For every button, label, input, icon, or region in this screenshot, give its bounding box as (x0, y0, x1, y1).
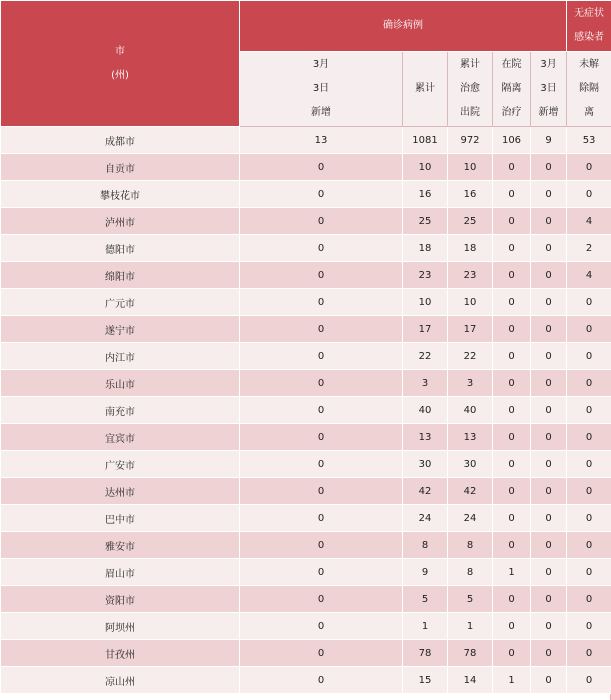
city-cell: 攀枝花市 (1, 181, 240, 208)
header-line: 离 (584, 107, 595, 118)
total-confirmed-cell: 17 (403, 316, 448, 343)
total-confirmed-cell: 22 (403, 343, 448, 370)
table-row (1, 127, 611, 154)
asymptomatic-group-header (567, 1, 611, 52)
header-line: 治愈 (460, 83, 480, 94)
asymptomatic-isolated-cell: 0 (567, 559, 611, 586)
city-cell: 阿坝州 (1, 613, 240, 640)
asymptomatic-new-cell: 0 (531, 424, 567, 451)
total-confirmed-cell: 25 (403, 208, 448, 235)
asymptomatic-new-cell: 0 (531, 451, 567, 478)
table-row (1, 397, 611, 424)
cured-cell: 16 (448, 181, 493, 208)
table-row (1, 424, 611, 451)
new-confirmed-cell: 0 (240, 289, 403, 316)
new-confirmed-cell: 0 (240, 478, 403, 505)
cured-cell: 17 (448, 316, 493, 343)
asymptomatic-isolated-cell: 0 (567, 424, 611, 451)
table-row (1, 586, 611, 613)
table-row (1, 316, 611, 343)
city-header (1, 1, 240, 127)
cured-cell: 8 (448, 559, 493, 586)
in-hospital-cell: 0 (493, 640, 531, 667)
table-row (1, 505, 611, 532)
table-body (1, 127, 611, 694)
cured-cell: 1 (448, 613, 493, 640)
in-hospital-cell: 1 (493, 559, 531, 586)
in-hospital-cell: 0 (493, 451, 531, 478)
asymptomatic-new-cell: 0 (531, 343, 567, 370)
asymptomatic-isolated-cell: 0 (567, 181, 611, 208)
asymptomatic-isolated-cell: 0 (567, 397, 611, 424)
table-row (1, 451, 611, 478)
in-hospital-cell: 0 (493, 181, 531, 208)
city-cell: 眉山市 (1, 559, 240, 586)
new-confirmed-cell: 0 (240, 181, 403, 208)
header-line: 隔离 (501, 83, 522, 94)
city-cell: 绵阳市 (1, 262, 240, 289)
total-confirmed-cell: 8 (403, 532, 448, 559)
new-confirmed-cell: 0 (240, 316, 403, 343)
city-cell: 宜宾市 (1, 424, 240, 451)
cured-cell: 18 (448, 235, 493, 262)
total-confirmed-cell: 30 (403, 451, 448, 478)
city-cell: 自贡市 (1, 154, 240, 181)
city-cell: 甘孜州 (1, 640, 240, 667)
header-line: 新增 (538, 107, 559, 118)
new-confirmed-cell: 0 (240, 424, 403, 451)
total-confirmed-header (403, 52, 448, 127)
asymptomatic-isolated-cell: 0 (567, 667, 611, 694)
in-hospital-cell: 0 (493, 397, 531, 424)
new-confirmed-cell: 0 (240, 505, 403, 532)
asymptomatic-isolated-cell: 4 (567, 208, 611, 235)
asymptomatic-isolated-cell: 0 (567, 316, 611, 343)
total-confirmed-cell: 18 (403, 235, 448, 262)
in-hospital-cell: 1 (493, 667, 531, 694)
header-line: 未解 (579, 59, 600, 70)
cured-cell: 14 (448, 667, 493, 694)
city-cell: 乐山市 (1, 370, 240, 397)
in-hospital-cell: 106 (493, 127, 531, 154)
in-hospital-cell: 0 (493, 424, 531, 451)
asymptomatic-new-cell: 0 (531, 478, 567, 505)
header-line: 累计 (460, 59, 480, 70)
total-confirmed-cell: 15 (403, 667, 448, 694)
total-confirmed-cell: 13 (403, 424, 448, 451)
cured-cell: 13 (448, 424, 493, 451)
cured-cell: 78 (448, 640, 493, 667)
new-confirmed-cell: 0 (240, 586, 403, 613)
asymptomatic-isolated-cell: 0 (567, 532, 611, 559)
asymptomatic-new-cell: 0 (531, 586, 567, 613)
city-cell: 泸州市 (1, 208, 240, 235)
total-confirmed-cell: 42 (403, 478, 448, 505)
in-hospital-cell: 0 (493, 370, 531, 397)
asymptomatic-new-cell: 0 (531, 667, 567, 694)
asymptomatic-new-cell: 0 (531, 505, 567, 532)
in-hospital-cell: 0 (493, 343, 531, 370)
cured-cell: 5 (448, 586, 493, 613)
asymptomatic-isolated-cell: 0 (567, 640, 611, 667)
header-line: 3月 (312, 59, 330, 70)
asymptomatic-isolated-cell: 0 (567, 478, 611, 505)
header-line: 除隔 (579, 83, 600, 94)
new-confirmed-cell: 0 (240, 343, 403, 370)
city-cell: 雅安市 (1, 532, 240, 559)
total-confirmed-cell: 23 (403, 262, 448, 289)
asymptomatic-new-cell: 0 (531, 262, 567, 289)
in-hospital-cell: 0 (493, 289, 531, 316)
total-confirmed-cell: 1 (403, 613, 448, 640)
total-confirmed-cell: 40 (403, 397, 448, 424)
table-row (1, 640, 611, 667)
city-cell: 成都市 (1, 127, 240, 154)
cured-cell: 23 (448, 262, 493, 289)
new-confirmed-cell: 0 (240, 667, 403, 694)
city-cell: 内江市 (1, 343, 240, 370)
asymptomatic-new-cell: 0 (531, 370, 567, 397)
new-confirmed-cell: 0 (240, 613, 403, 640)
cured-cell: 24 (448, 505, 493, 532)
new-confirmed-cell: 0 (240, 451, 403, 478)
asymptomatic-isolated-cell: 2 (567, 235, 611, 262)
in-hospital-cell: 0 (493, 235, 531, 262)
new-confirmed-cell: 0 (240, 559, 403, 586)
header-line: 3日 (312, 83, 330, 94)
in-hospital-cell: 0 (493, 613, 531, 640)
in-hospital-cell: 0 (493, 478, 531, 505)
total-confirmed-cell: 78 (403, 640, 448, 667)
table-row (1, 559, 611, 586)
new-confirmed-cell: 0 (240, 370, 403, 397)
table-row (1, 262, 611, 289)
new-confirmed-header (240, 52, 403, 127)
asymptomatic-isolated-cell: 0 (567, 505, 611, 532)
new-confirmed-cell: 0 (240, 397, 403, 424)
asymptomatic-header-line: 无症状 (574, 8, 605, 19)
table-row (1, 154, 611, 181)
asymptomatic-isolated-cell: 0 (567, 154, 611, 181)
asymptomatic-isolated-cell: 0 (567, 343, 611, 370)
city-header-line: 市 (115, 45, 125, 57)
asymptomatic-new-cell: 9 (531, 127, 567, 154)
city-cell: 德阳市 (1, 235, 240, 262)
asymptomatic-new-cell: 0 (531, 316, 567, 343)
new-confirmed-cell: 13 (240, 127, 403, 154)
new-confirmed-cell: 0 (240, 640, 403, 667)
asymptomatic-isolated-cell: 53 (567, 127, 611, 154)
table-row (1, 667, 611, 694)
total-confirmed-cell: 10 (403, 154, 448, 181)
table-row (1, 289, 611, 316)
city-header-line: (州) (111, 69, 129, 81)
city-cell: 广元市 (1, 289, 240, 316)
table-row (1, 370, 611, 397)
asymptomatic-new-cell: 0 (531, 559, 567, 586)
cured-cell: 8 (448, 532, 493, 559)
new-confirmed-cell: 0 (240, 208, 403, 235)
header-line: 3日 (540, 83, 557, 94)
confirmed-group-header: 确诊病例 (240, 1, 567, 52)
header-line: 累计 (415, 83, 435, 94)
total-confirmed-cell: 9 (403, 559, 448, 586)
asymptomatic-isolated-cell: 0 (567, 586, 611, 613)
asymptomatic-new-cell: 0 (531, 613, 567, 640)
total-confirmed-cell: 1081 (403, 127, 448, 154)
total-confirmed-cell: 10 (403, 289, 448, 316)
total-confirmed-cell: 5 (403, 586, 448, 613)
table-row (1, 532, 611, 559)
cured-cell: 10 (448, 154, 493, 181)
in-hospital-cell: 0 (493, 586, 531, 613)
asymptomatic-isolated-cell: 4 (567, 262, 611, 289)
in-hospital-cell: 0 (493, 316, 531, 343)
header-line: 在院 (501, 59, 522, 70)
asymptomatic-new-cell: 0 (531, 289, 567, 316)
in-hospital-cell: 0 (493, 154, 531, 181)
cured-cell: 10 (448, 289, 493, 316)
table-row (1, 343, 611, 370)
new-confirmed-cell: 0 (240, 262, 403, 289)
cured-cell: 972 (448, 127, 493, 154)
header-line: 出院 (460, 107, 480, 118)
table-row (1, 478, 611, 505)
new-confirmed-cell: 0 (240, 154, 403, 181)
asymptomatic-header-line: 感染者 (574, 32, 605, 43)
asymptomatic-new-cell: 0 (531, 640, 567, 667)
asymptomatic-new-header (531, 52, 567, 127)
city-cell: 巴中市 (1, 505, 240, 532)
asymptomatic-new-cell: 0 (531, 235, 567, 262)
asymptomatic-new-cell: 0 (531, 208, 567, 235)
table-header (1, 1, 611, 127)
cured-cell: 40 (448, 397, 493, 424)
in-hospital-cell: 0 (493, 532, 531, 559)
asymptomatic-isolated-cell: 0 (567, 451, 611, 478)
city-cell: 凉山州 (1, 667, 240, 694)
table-row (1, 208, 611, 235)
cured-cell: 22 (448, 343, 493, 370)
cured-cell: 3 (448, 370, 493, 397)
in-hospital-cell: 0 (493, 208, 531, 235)
asymptomatic-isolated-cell: 0 (567, 370, 611, 397)
total-confirmed-cell: 24 (403, 505, 448, 532)
header-line: 治疗 (501, 107, 522, 118)
city-cell: 南充市 (1, 397, 240, 424)
new-confirmed-cell: 0 (240, 235, 403, 262)
total-confirmed-cell: 3 (403, 370, 448, 397)
table-row (1, 613, 611, 640)
header-line: 新增 (311, 107, 331, 118)
asymptomatic-new-cell: 0 (531, 397, 567, 424)
header-line: 3月 (540, 59, 557, 70)
city-cell: 达州市 (1, 478, 240, 505)
new-confirmed-cell: 0 (240, 532, 403, 559)
asymptomatic-isolated-cell: 0 (567, 289, 611, 316)
asymptomatic-new-cell: 0 (531, 154, 567, 181)
asymptomatic-isolated-header (567, 52, 611, 127)
table-row (1, 235, 611, 262)
table-row (1, 181, 611, 208)
city-cell: 广安市 (1, 451, 240, 478)
asymptomatic-new-cell: 0 (531, 181, 567, 208)
cured-cell: 30 (448, 451, 493, 478)
asymptomatic-isolated-cell: 0 (567, 613, 611, 640)
in-hospital-cell: 0 (493, 505, 531, 532)
cured-cell: 25 (448, 208, 493, 235)
cured-cell: 42 (448, 478, 493, 505)
city-cell: 遂宁市 (1, 316, 240, 343)
in-hospital-header (493, 52, 531, 127)
total-confirmed-cell: 16 (403, 181, 448, 208)
cured-header (448, 52, 493, 127)
city-cell: 资阳市 (1, 586, 240, 613)
in-hospital-cell: 0 (493, 262, 531, 289)
asymptomatic-new-cell: 0 (531, 532, 567, 559)
